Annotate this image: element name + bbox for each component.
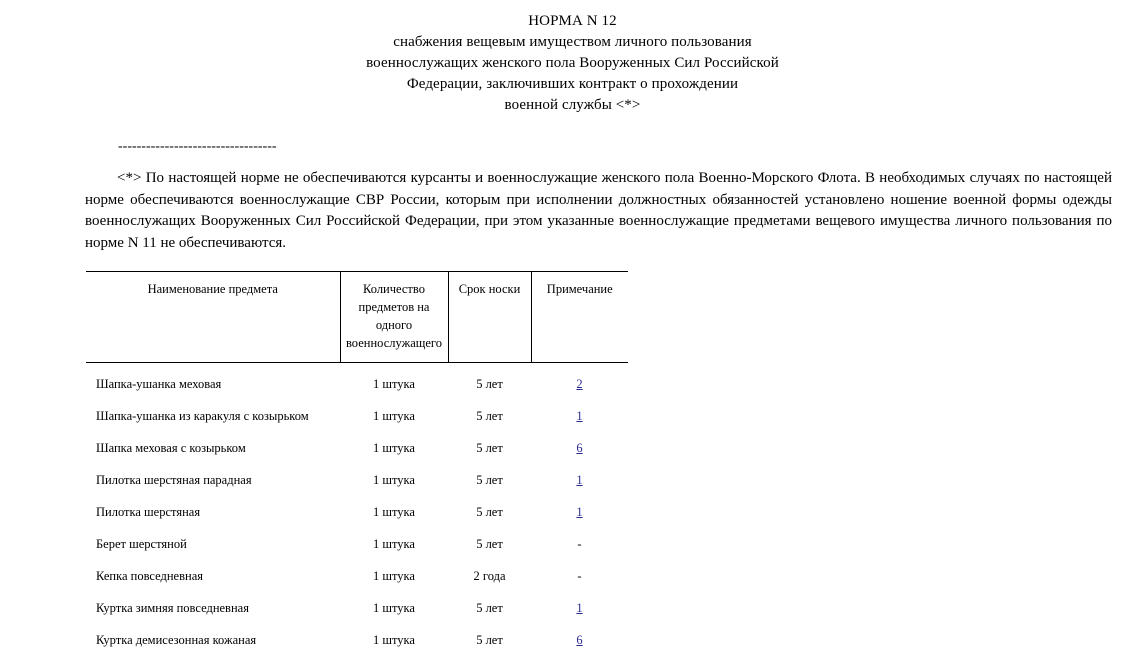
cell-quantity: 1 штука — [340, 432, 448, 464]
table-row — [86, 464, 628, 496]
cell-term: 5 лет — [448, 400, 531, 432]
cell-term: 2 года — [448, 560, 531, 592]
title-subline-3: Федерации, заключивших контракт о прохождении — [0, 74, 1145, 95]
note-reference-link[interactable]: 6 — [576, 441, 582, 455]
cell-term: 5 лет — [448, 592, 531, 624]
cell-item-name: Шапка-ушанка меховая — [86, 363, 340, 401]
table-row — [86, 363, 628, 401]
note-reference-link[interactable]: 1 — [576, 601, 582, 615]
norm-table — [86, 271, 628, 656]
column-header-name: Наименование предмета — [86, 272, 340, 363]
note-empty-dash: - — [577, 537, 581, 551]
table-header-row — [86, 272, 628, 363]
page-title: НОРМА N 12 — [0, 11, 1145, 32]
cell-item-name: Шапка меховая с козырьком — [86, 432, 340, 464]
cell-quantity: 1 штука — [340, 560, 448, 592]
note-reference-link[interactable]: 1 — [576, 505, 582, 519]
cell-item-name: Куртка зимняя повседневная — [86, 592, 340, 624]
cell-note — [531, 528, 628, 560]
cell-note — [531, 363, 628, 401]
cell-note — [531, 432, 628, 464]
cell-quantity: 1 штука — [340, 528, 448, 560]
column-header-quantity: Количество предметов на одного военнослужащего — [340, 272, 448, 363]
cell-item-name: Шапка-ушанка из каракуля с козырьком — [86, 400, 340, 432]
note-reference-link[interactable]: 6 — [576, 633, 582, 647]
cell-item-name: Пилотка шерстяная — [86, 496, 340, 528]
cell-term: 5 лет — [448, 624, 531, 656]
table-body — [86, 363, 628, 656]
norm-table-wrap — [0, 271, 1145, 656]
cell-note — [531, 592, 628, 624]
cell-note — [531, 400, 628, 432]
cell-item-name: Пилотка шерстяная парадная — [86, 464, 340, 496]
cell-quantity: 1 штука — [340, 400, 448, 432]
table-row — [86, 592, 628, 624]
footnote-paragraph: <*> По настоящей норме не обеспечиваются курсанты и военнослужащие женского пола Военно-Морского Флота. В необходимых случаях по настоящей норме обеспечиваются военнослужащие СВР России, которым при исполнении должностных обязанностей установлено ношение военной формы одежды военнослужащих Вооруженных Сил Российской Федерации, при этом указанные военнослужащие предметами вещевого имущества личного пользования по норме N 11 не обеспечиваются. — [0, 168, 1145, 254]
cell-quantity: 1 штука — [340, 363, 448, 401]
note-reference-link[interactable]: 1 — [576, 473, 582, 487]
note-reference-link[interactable]: 2 — [576, 377, 582, 391]
cell-term: 5 лет — [448, 432, 531, 464]
table-row — [86, 432, 628, 464]
title-subline-4: военной службы <*> — [0, 95, 1145, 116]
cell-note — [531, 464, 628, 496]
cell-quantity: 1 штука — [340, 464, 448, 496]
cell-term: 5 лет — [448, 496, 531, 528]
footnote-separator: ---------------------------------- — [118, 140, 1145, 154]
title-subline-2: военнослужащих женского пола Вооруженных Сил Российской — [0, 53, 1145, 74]
column-header-term: Срок носки — [448, 272, 531, 363]
table-header — [86, 272, 628, 363]
note-empty-dash: - — [577, 569, 581, 583]
cell-quantity: 1 штука — [340, 496, 448, 528]
table-row — [86, 560, 628, 592]
cell-term: 5 лет — [448, 363, 531, 401]
column-header-note: Примечание — [531, 272, 628, 363]
table-row — [86, 528, 628, 560]
footnote-separator-wrap — [0, 140, 1145, 154]
cell-item-name: Куртка демисезонная кожаная — [86, 624, 340, 656]
note-reference-link[interactable]: 1 — [576, 409, 582, 423]
cell-term: 5 лет — [448, 528, 531, 560]
cell-item-name: Берет шерстяной — [86, 528, 340, 560]
cell-term: 5 лет — [448, 464, 531, 496]
title-subline-1: снабжения вещевым имуществом личного пользования — [0, 32, 1145, 53]
table-row — [86, 496, 628, 528]
cell-quantity: 1 штука — [340, 624, 448, 656]
cell-quantity: 1 штука — [340, 592, 448, 624]
document-title-block — [0, 0, 1145, 116]
cell-note — [531, 496, 628, 528]
cell-note — [531, 560, 628, 592]
table-row — [86, 624, 628, 656]
cell-note — [531, 624, 628, 656]
cell-item-name: Кепка повседневная — [86, 560, 340, 592]
table-row — [86, 400, 628, 432]
